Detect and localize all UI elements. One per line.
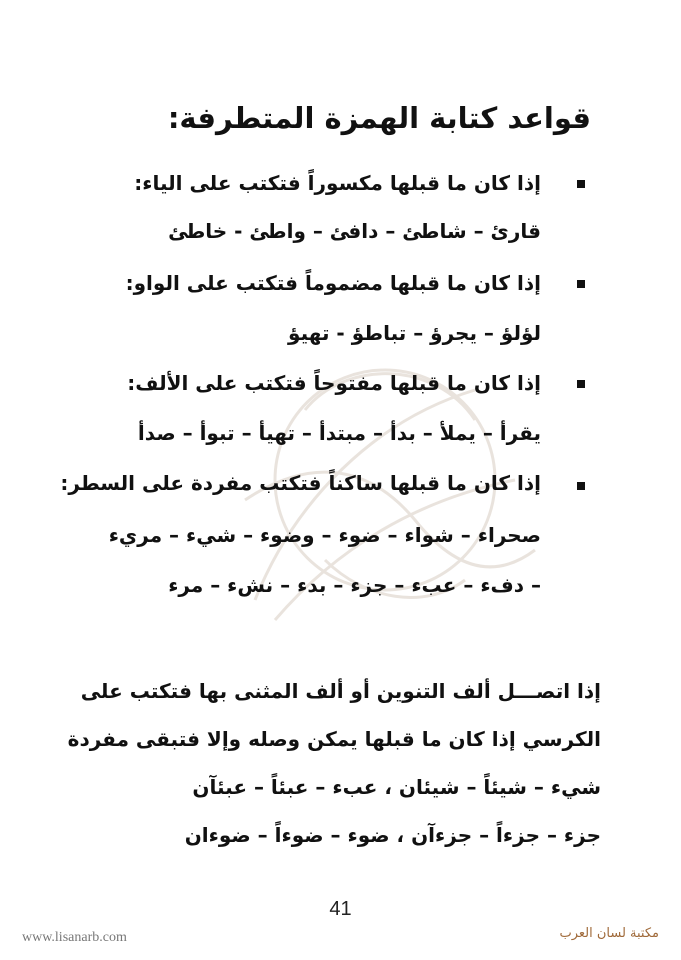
paragraph-line: الكرسي إذا كان ما قبلها يمكن وصله وإلا فتبقى مفردة (67, 727, 601, 751)
rule-heading: إذا كان ما قبلها ساكناً فتكتب مفردة على السطر: (60, 471, 541, 495)
paragraph-line: جزء – جزءاً – جزءآن ، ضوء – ضوءاً – ضوءان (184, 823, 601, 847)
rule-heading: إذا كان ما قبلها مضموماً فتكتب على الواو: (125, 271, 541, 295)
paragraph-line: شيء – شيئاً – شيئان ، عبء – عبئاً – عبئآن (192, 775, 601, 799)
rule-examples: يقرأ – يملأ – بدأ – مبتدأ – تهيأ – تبوأ – صدأ (137, 421, 541, 445)
paragraph-line: إذا اتصـــل ألف التنوين أو ألف المثنى بها فتكتب على (80, 679, 601, 703)
bullet-icon (577, 482, 585, 490)
rule-heading: إذا كان ما قبلها مفتوحاً فتكتب على الألف: (127, 371, 541, 395)
rule-examples: لؤلؤ – يجرؤ – تباطؤ - تهيؤ (288, 321, 541, 345)
publisher-name: مكتبة لسان العرب (559, 926, 659, 941)
bullet-icon (577, 180, 585, 188)
rule-heading: إذا كان ما قبلها مكسوراً فتكتب على الياء: (134, 171, 541, 195)
website-link[interactable]: www.lisanarb.com (22, 930, 127, 945)
rule-examples: قارئ – شاطئ – دافئ – واطئ - خاطئ (168, 219, 541, 243)
page-number: 41 (329, 898, 352, 920)
page-title: قواعد كتابة الهمزة المتطرفة: (167, 101, 591, 135)
rule-examples: صحراء – شواء – ضوء – وضوء – شيء – مريء (108, 523, 541, 547)
rule-examples: – دفء – عبء – جزء – بدء – نشء – مرء (168, 573, 541, 597)
bullet-icon (577, 280, 585, 288)
bullet-icon (577, 380, 585, 388)
